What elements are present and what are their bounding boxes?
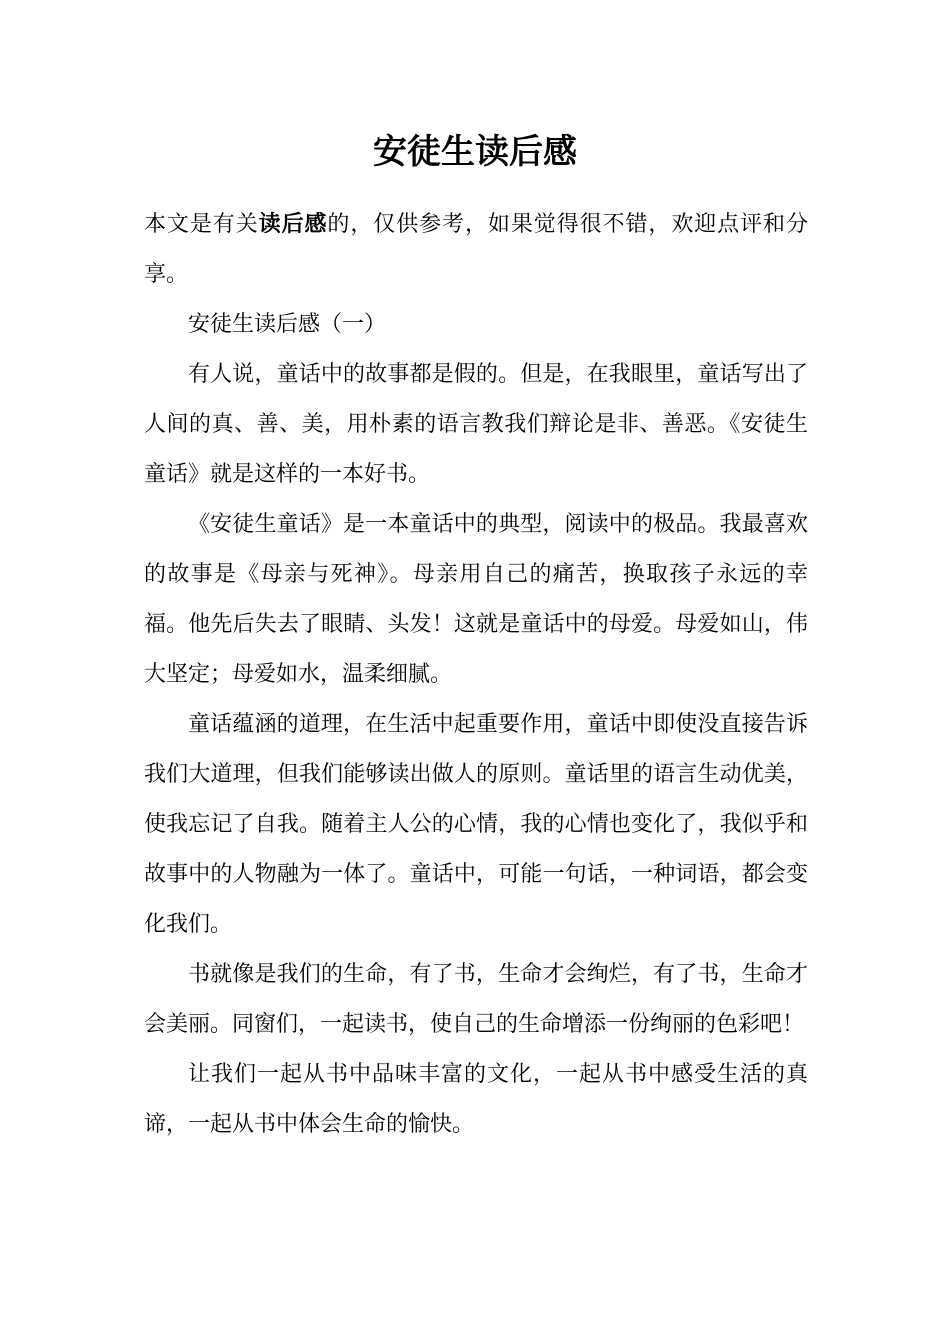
body-paragraph-2: 《安徒生童话》是一本童话中的典型，阅读中的极品。我最喜欢的故事是《母亲与死神》。母亲用自己的痛苦，换取孩子永远的幸福。他先后失去了眼睛、头发！这就是童话中的母爱。母爱如山，伟大坚定；母爱如水，温柔细腻。 <box>144 512 808 687</box>
body-paragraph-4: 书就像是我们的生命，有了书，生命才会绚烂，有了书，生命才会美丽。同窗们，一起读书，使自己的生命增添一份绚丽的色彩吧！ <box>144 962 808 1037</box>
body-paragraph-5: 让我们一起从书中品味丰富的文化，一起从书中感受生活的真谛，一起从书中体会生命的愉快。 <box>144 1062 808 1137</box>
intro-text-after: 的，仅供参考，如果觉得很不错，欢迎点评和分享。 <box>144 212 808 287</box>
body-paragraph-1: 有人说，童话中的故事都是假的。但是，在我眼里，童话写出了人间的真、善、美，用朴素的语言教我们辩论是非、善恶。《安徒生童话》就是这样的一本好书。 <box>144 362 808 487</box>
document-title: 安徒生读后感 <box>373 132 577 172</box>
section-heading: 安徒生读后感（一） <box>188 312 387 337</box>
intro-keyword: 读后感 <box>258 212 328 237</box>
intro-paragraph <box>144 200 808 300</box>
intro-text-before: 本文是有关 <box>144 212 259 237</box>
body-paragraph-3: 童话蕴涵的道理，在生活中起重要作用，童话中即使没直接告诉我们大道理，但我们能够读出做人的原则。童话里的语言生动优美，使我忘记了自我。随着主人公的心情，我的心情也变化了，我似乎和故事中的人物融为一体了。童话中，可能一句话，一种词语，都会变化我们。 <box>144 712 808 937</box>
document-body <box>144 200 808 1150</box>
